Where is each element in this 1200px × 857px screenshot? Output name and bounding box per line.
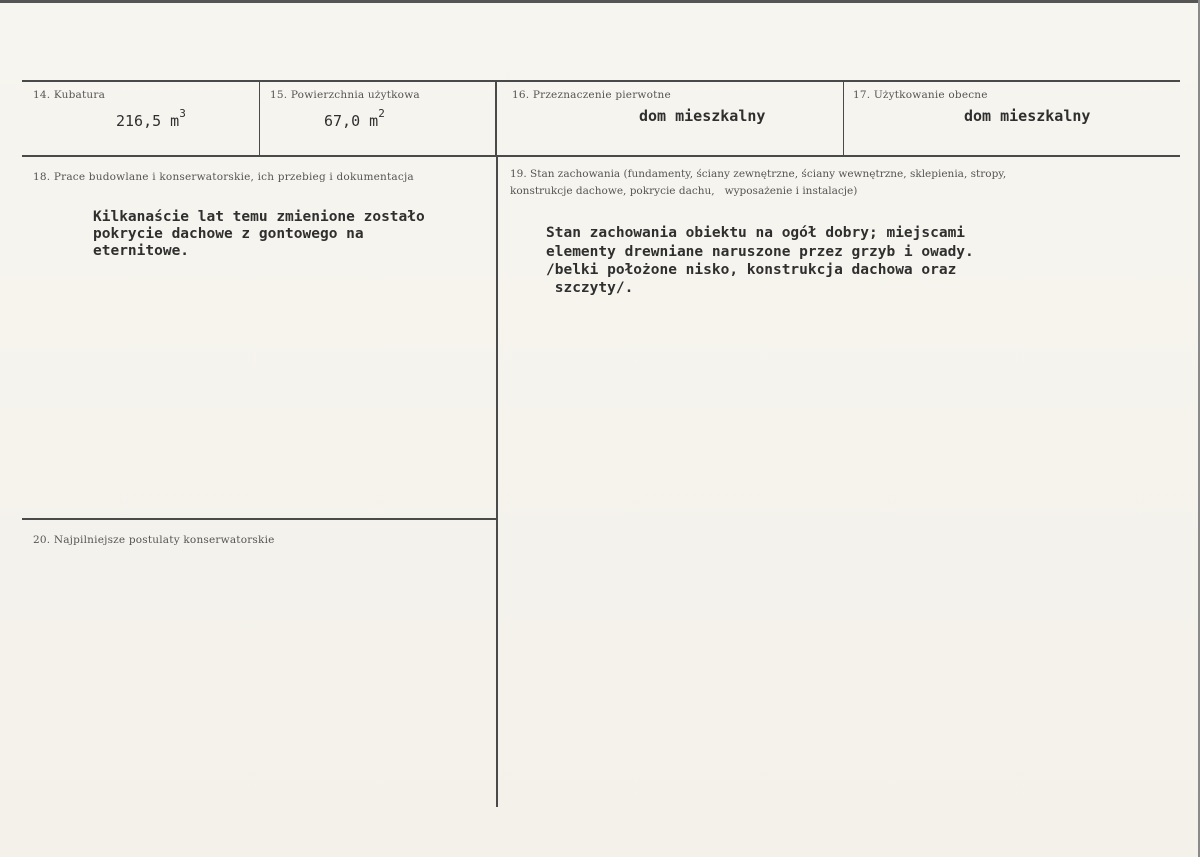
field-19-label-line-1: 19. Stan zachowania (fundamenty, ściany zewnętrzne, ściany wewnętrzne, sklepienia, stropy, xyxy=(510,168,1007,180)
field-15-value-sup: 2 xyxy=(378,107,385,120)
field-19-label xyxy=(510,166,1090,200)
field-14-value xyxy=(116,107,186,130)
top-rule xyxy=(22,80,1180,82)
field-19-text-line-1: Stan zachowania obiektu na ogół dobry; miejscami xyxy=(546,225,966,241)
field-19-text-line-2: elementy drewniane naruszone przez grzyb i owady. xyxy=(546,244,974,260)
field-15-value xyxy=(324,107,385,130)
main-vertical-divider xyxy=(496,157,498,807)
field-15-label: 15. Powierzchnia użytkowa xyxy=(270,89,420,101)
field-19-text-line-4: szczyty/. xyxy=(546,280,634,296)
left-section-rule xyxy=(22,518,496,520)
field-14-label: 14. Kubatura xyxy=(33,89,106,101)
row1-bottom-rule xyxy=(22,155,1180,157)
divider-16-17 xyxy=(843,82,844,155)
field-16-label: 16. Przeznaczenie pierwotne xyxy=(512,89,671,101)
field-15-value-text: 67,0 m xyxy=(324,112,379,130)
divider-15-16 xyxy=(495,82,497,155)
field-14-value-text: 216,5 m xyxy=(116,112,180,130)
field-19-text-line-3: /belki położone nisko, konstrukcja dachowa oraz xyxy=(546,262,957,278)
field-14-value-sup: 3 xyxy=(179,107,186,120)
field-18-label: 18. Prace budowlane i konserwatorskie, ich przebieg i dokumentacja xyxy=(33,171,414,183)
divider-14-15 xyxy=(259,82,260,155)
field-16-value: dom mieszkalny xyxy=(639,107,766,125)
field-17-value: dom mieszkalny xyxy=(964,107,1091,125)
field-18-text-line-2: pokrycie dachowe z gontowego na xyxy=(93,226,364,242)
field-18-text-line-1: Kilkanaście lat temu zmienione zostało xyxy=(93,209,425,225)
card-top-edge xyxy=(0,0,1200,3)
field-17-label: 17. Użytkowanie obecne xyxy=(853,89,988,101)
field-19-label-line-2: konstrukcje dachowe, pokrycie dachu, wyposażenie i instalacje) xyxy=(510,185,858,197)
field-18-text-line-3: eternitowe. xyxy=(93,243,190,259)
field-20-label: 20. Najpilniejsze postulaty konserwatorskie xyxy=(33,534,275,546)
